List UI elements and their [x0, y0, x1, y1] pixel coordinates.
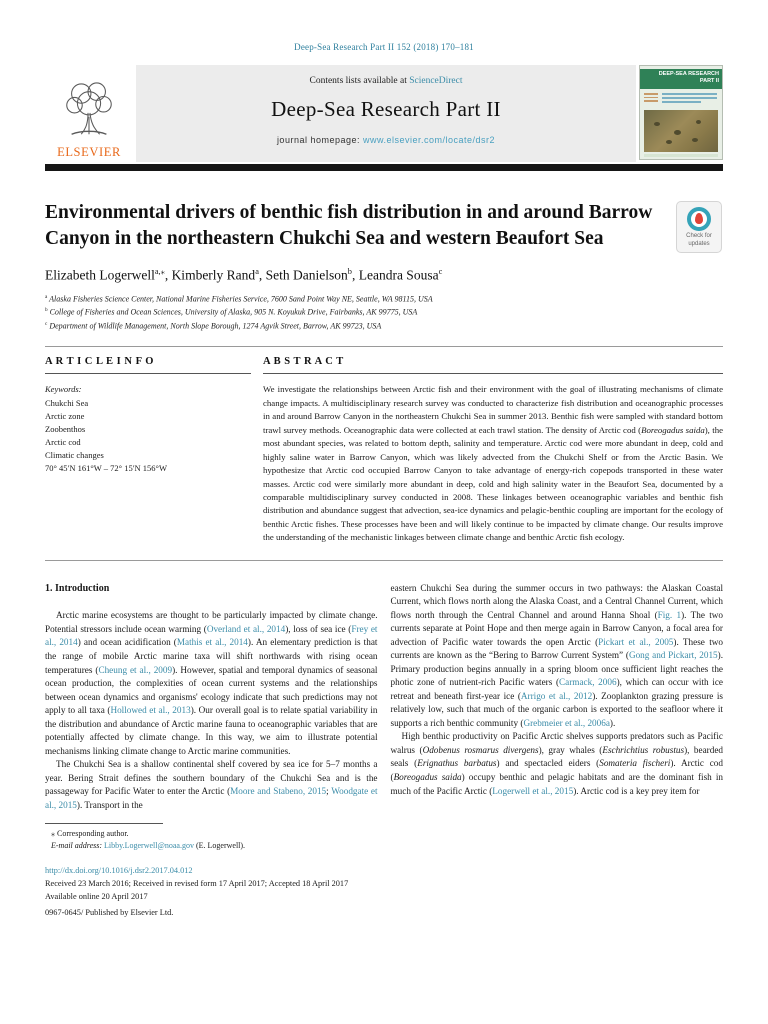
- elsevier-tree-logo-icon: [60, 78, 118, 144]
- article-info-column: [45, 347, 251, 544]
- intro-paragraph-2: [45, 758, 378, 812]
- homepage-url-link[interactable]: www.elsevier.com/locate/dsr2: [363, 135, 496, 145]
- homepage-line: [136, 135, 636, 145]
- text-segment: ). Our overall goal is to relate spatial variability in the distribution and abundance of Arctic marine fauna to oceanographic variables that are potentially affected by climate change. In this way, we aim to illustrate potential mechanisms linking climate change to Arctic marine communities.: [45, 705, 378, 756]
- text-segment: b: [45, 307, 48, 314]
- text-segment: ). Arctic cod (: [390, 758, 723, 782]
- right-column: [391, 582, 724, 812]
- available-online: Available online 20 April 2017: [45, 891, 148, 901]
- abstract-heading: A B S T R A C T: [263, 356, 344, 368]
- text-segment: ), gray whales (: [538, 744, 603, 755]
- inline-link[interactable]: Moore and Stabeno, 2015: [230, 786, 327, 797]
- inline-link[interactable]: Arrigo et al., 2012: [520, 690, 593, 701]
- text-segment: Odobenus rosmarus divergens: [422, 744, 539, 755]
- text-segment: ). However, spatial and temporal dynamics of seasonal ocean production, the complexities of ocean current systems and the relationships between ocean dynamics and organisms' ecology indicate that such predictions may not apply to all taxa (: [45, 664, 378, 716]
- article-info-heading: A R T I C L E I N F O: [45, 356, 154, 368]
- text-segment: ). An elementary prediction is that the range of mobile Arctic marine taxa will shift northwards with rising ocean temperatures (: [45, 637, 378, 675]
- keyword-item: Zoobenthos: [45, 423, 86, 434]
- inline-link[interactable]: Mathis et al., 2014: [176, 637, 248, 648]
- text-segment: c: [45, 320, 48, 327]
- info-abstract-section: [45, 347, 723, 544]
- keywords-list: [45, 397, 251, 476]
- text-segment: Somateria fischeri: [599, 758, 671, 769]
- text-segment: The Chukchi Sea is a shallow continental shelf covered by sea ice for 5–7 months a year. Bering Strait defines the southern boundary of the Chukchi Sea and is the passageway for Pacific Water to enter the Arctic (: [45, 759, 378, 797]
- inline-link[interactable]: Libby.Logerwell@noaa.gov: [104, 841, 194, 851]
- keywords-label: Keywords:: [45, 384, 82, 395]
- text-segment: Erignathus barbatus: [417, 758, 497, 769]
- check-for-updates-badge[interactable]: [676, 201, 722, 253]
- inline-link[interactable]: Hollowed et al., 2013: [110, 705, 191, 716]
- left-column: [45, 582, 378, 812]
- affiliations: [45, 293, 723, 333]
- text-segment: Arctic marine ecosystems are thought to be particularly impacted by climate change. Potential stressors include ocean warming (: [45, 610, 378, 634]
- text-segment: ). Zooplankton grazing pressure is relatively low, such that much of the organic carbon is exported to the seafloor where it supports a rich benthic community (: [390, 690, 723, 728]
- elsevier-wordmark: ELSEVIER: [57, 145, 121, 159]
- intro-paragraph-3: [391, 582, 724, 731]
- text-segment: High benthic productivity on Pacific Arctic shelves supports predators such as Pacific walrus (: [390, 731, 723, 755]
- masthead-divider-bar: [45, 164, 723, 171]
- text-segment: ), which can occur with ice retreat and beneath first-year ice (: [390, 677, 723, 701]
- text-segment: (E. Logerwell).: [193, 841, 246, 851]
- text-segment: Eschrichtius robustus: [602, 744, 685, 755]
- journal-banner: [136, 65, 636, 162]
- author-list: [45, 266, 723, 284]
- cover-seafloor-photo: [644, 110, 718, 152]
- text-segment: ). The two currents separate at Point Hope and then merge again in Barrow Canyon, a focal area for advection of Pacific water towards the open Arctic (: [390, 609, 723, 647]
- inline-link[interactable]: Carmack, 2006: [559, 677, 617, 688]
- text-segment: ). Arctic cod is a key prey item for: [573, 785, 700, 796]
- text-segment: ) and ocean acidification (: [77, 637, 177, 648]
- abstract-rule: [263, 373, 723, 374]
- text-segment: ;: [326, 786, 332, 797]
- text-segment: ). Transport in the: [76, 799, 143, 810]
- inline-link[interactable]: Cheung et al., 2009: [98, 664, 173, 675]
- affiliation-b: [45, 306, 723, 319]
- text-segment: We investigate the relationships between Arctic fish and their environment with the goal of illustrating mechanisms of climate change impacts. A multidisciplinary research survey was conducted to characterize fish distribution and oceanographic processes in and around Barrow Canyon in the northeastern Chukchi Sea in summer 2013. Benthic fish were sampled with standard bottom trawl survey methods. Oceanographic data were collected at each trawl station. The density of Arctic cod (: [263, 384, 723, 435]
- text-segment: Department of Wildlife Management, North Slope Borough, 1274 Agvik Street, Barrow, AK 99723, USA: [47, 321, 382, 331]
- text-segment: ) and spectacled eiders (: [496, 758, 600, 769]
- affiliation-c: [45, 320, 723, 333]
- keyword-item: 70° 45′N 161°W – 72° 15′N 156°W: [45, 463, 167, 474]
- cover-title-line2: PART II: [699, 78, 719, 85]
- text-segment: Alaska Fisheries Science Center, National Marine Fisheries Service, 7600 Sand Point Way NE, Seattle, WA 98115, USA: [47, 294, 433, 304]
- crossmark-icon: [687, 207, 711, 231]
- keywords-block: [45, 383, 251, 475]
- text-segment: Boreogadus saida: [393, 771, 462, 782]
- elsevier-logo[interactable]: [45, 65, 133, 162]
- inline-link[interactable]: Woodgate et al., 2015: [45, 786, 378, 810]
- text-segment: ). These two currents are known as the “Bering to Barrow Current System” (: [390, 636, 723, 661]
- check-badge-label: Check for updates: [686, 233, 712, 247]
- contents-prefix: Contents lists available at: [309, 76, 410, 86]
- journal-title: Deep-Sea Research Part II: [271, 97, 501, 121]
- text-segment: College of Fisheries and Ocean Sciences, University of Alaska, 905 N. Koyukuk Drive, Fairbanks, AK 99775, USA: [47, 308, 418, 318]
- keyword-item: Climatic changes: [45, 450, 104, 461]
- abstract-column: [263, 347, 723, 544]
- cover-editor-lines: [644, 93, 658, 104]
- text-segment: eastern Chukchi Sea during the summer occurs in two pathways: the Alaskan Coastal Current, which flows north along the Alaska Coast, and a Central Channel Current, which flows north through the Central Channel and around Hanna Shoal (: [390, 582, 723, 620]
- inline-link[interactable]: c: [438, 267, 443, 277]
- inline-link[interactable]: Fig. 1: [657, 609, 682, 620]
- text-segment: E-mail address:: [51, 841, 105, 851]
- homepage-prefix: journal homepage:: [276, 135, 363, 145]
- inline-link[interactable]: Gong and Pickart, 2015: [628, 650, 718, 661]
- inline-link[interactable]: Frey et al., 2014: [45, 623, 378, 648]
- text-segment: Boreogadus saida: [641, 424, 705, 435]
- cover-issue-text: [662, 93, 717, 105]
- sciencedirect-link[interactable]: ScienceDirect: [409, 76, 463, 86]
- introduction-heading: 1. Introduction: [45, 582, 110, 594]
- intro-paragraph-4: [391, 730, 724, 798]
- email-line: [45, 840, 723, 852]
- text-segment: ).: [609, 717, 616, 728]
- abstract-text: [263, 383, 723, 544]
- footnote-block: [45, 823, 723, 852]
- masthead: [45, 65, 723, 162]
- issn-publisher: 0967-0645/ Published by Elsevier Ltd.: [45, 907, 174, 917]
- contents-line: [136, 76, 636, 86]
- keyword-item: Chukchi Sea: [45, 397, 89, 408]
- article-info-rule: [45, 373, 251, 374]
- title-block: [45, 200, 723, 251]
- inline-link[interactable]: Grebmeier et al., 2006a: [523, 717, 610, 728]
- text-segment: , Seth Danielson: [258, 267, 348, 283]
- text-segment: a: [45, 293, 48, 300]
- inline-link[interactable]: a: [255, 267, 259, 277]
- abstract-bottom-rule: [45, 560, 723, 561]
- doi-link[interactable]: http://dx.doi.org/10.1016/j.dsr2.2017.04.012: [45, 866, 193, 876]
- corresponding-author-note: ⁎ Corresponding author.: [51, 829, 129, 839]
- text-segment: , Leandra Sousa: [351, 267, 439, 283]
- text-segment: ), bearded seals (: [390, 744, 724, 769]
- keyword-item: Arctic cod: [45, 437, 81, 448]
- text-segment: , Kimberly Rand: [164, 267, 256, 283]
- received-dates: Received 23 March 2016; Received in revised form 17 April 2017; Accepted 18 April 2017: [45, 879, 349, 889]
- text-segment: ), the most abundant species, was related to bottom depth, salinity and temperature. Arctic cod were more abundant in deep, cold and highly saline water in Barrow Canyon, which was likely advected from the Chukchi Shelf or from the Arctic Basin. We hypothesize that Arctic cod occupied Barrow Canyon to take advantage of energy-rich copepods transported in these water masses. Arctic cod were similarly more abundant in deep, cold and high salinity water in the Beaufort Sea, documented by a comparable multidisciplinary survey conducted in 2008. These linkages between oceanographic variables and benthic fish distribution and abundance suggest that advection, sea-ice dynamics and pelagic-benthic coupling are important for the ecology of benthic Arctic fishes. These processes have been and will likely continue to be impacted by climate change. Our results improve the understanding of the mechanistic linkages between climate change and benthic Arctic fish ecology.: [263, 424, 724, 543]
- footnote-rule: [45, 823, 163, 824]
- cover-title-line1: DEEP-SEA RESEARCH: [658, 71, 719, 77]
- cover-footer-strip: [644, 154, 718, 157]
- affiliation-a: [45, 293, 723, 306]
- article-title: Environmental drivers of benthic fish distribution in and around Barrow Canyon in the northeastern Chukchi Sea and western Beaufort Sea: [45, 202, 653, 249]
- inline-link[interactable]: Logerwell et al., 2015: [492, 785, 574, 796]
- text-segment: ), loss of sea ice (: [285, 623, 352, 634]
- text-segment: ). Primary production begins annually in a spring bloom once sufficient light reaches the photic zone of nutrient-rich Pacific waters (: [390, 650, 724, 688]
- text-segment: Elizabeth Logerwell: [45, 267, 155, 283]
- journal-citation-header: Deep-Sea Research Part II 152 (2018) 170–181: [294, 42, 474, 52]
- journal-cover-thumbnail[interactable]: [639, 65, 723, 160]
- inline-link[interactable]: Pickart et al., 2005: [598, 636, 674, 647]
- intro-paragraph-1: [45, 609, 378, 758]
- article-footer: [45, 865, 723, 919]
- inline-link[interactable]: a,⁎: [154, 267, 165, 277]
- inline-link[interactable]: b: [347, 267, 352, 277]
- cover-title-band: [640, 69, 722, 89]
- body-columns: [45, 582, 723, 812]
- keyword-item: Arctic zone: [45, 410, 85, 421]
- text-segment: ) occupy benthic and pelagic habitats and are the dominant fish in much of the Pacific Arctic (: [390, 771, 723, 796]
- inline-link[interactable]: Overland et al., 2014: [206, 623, 286, 634]
